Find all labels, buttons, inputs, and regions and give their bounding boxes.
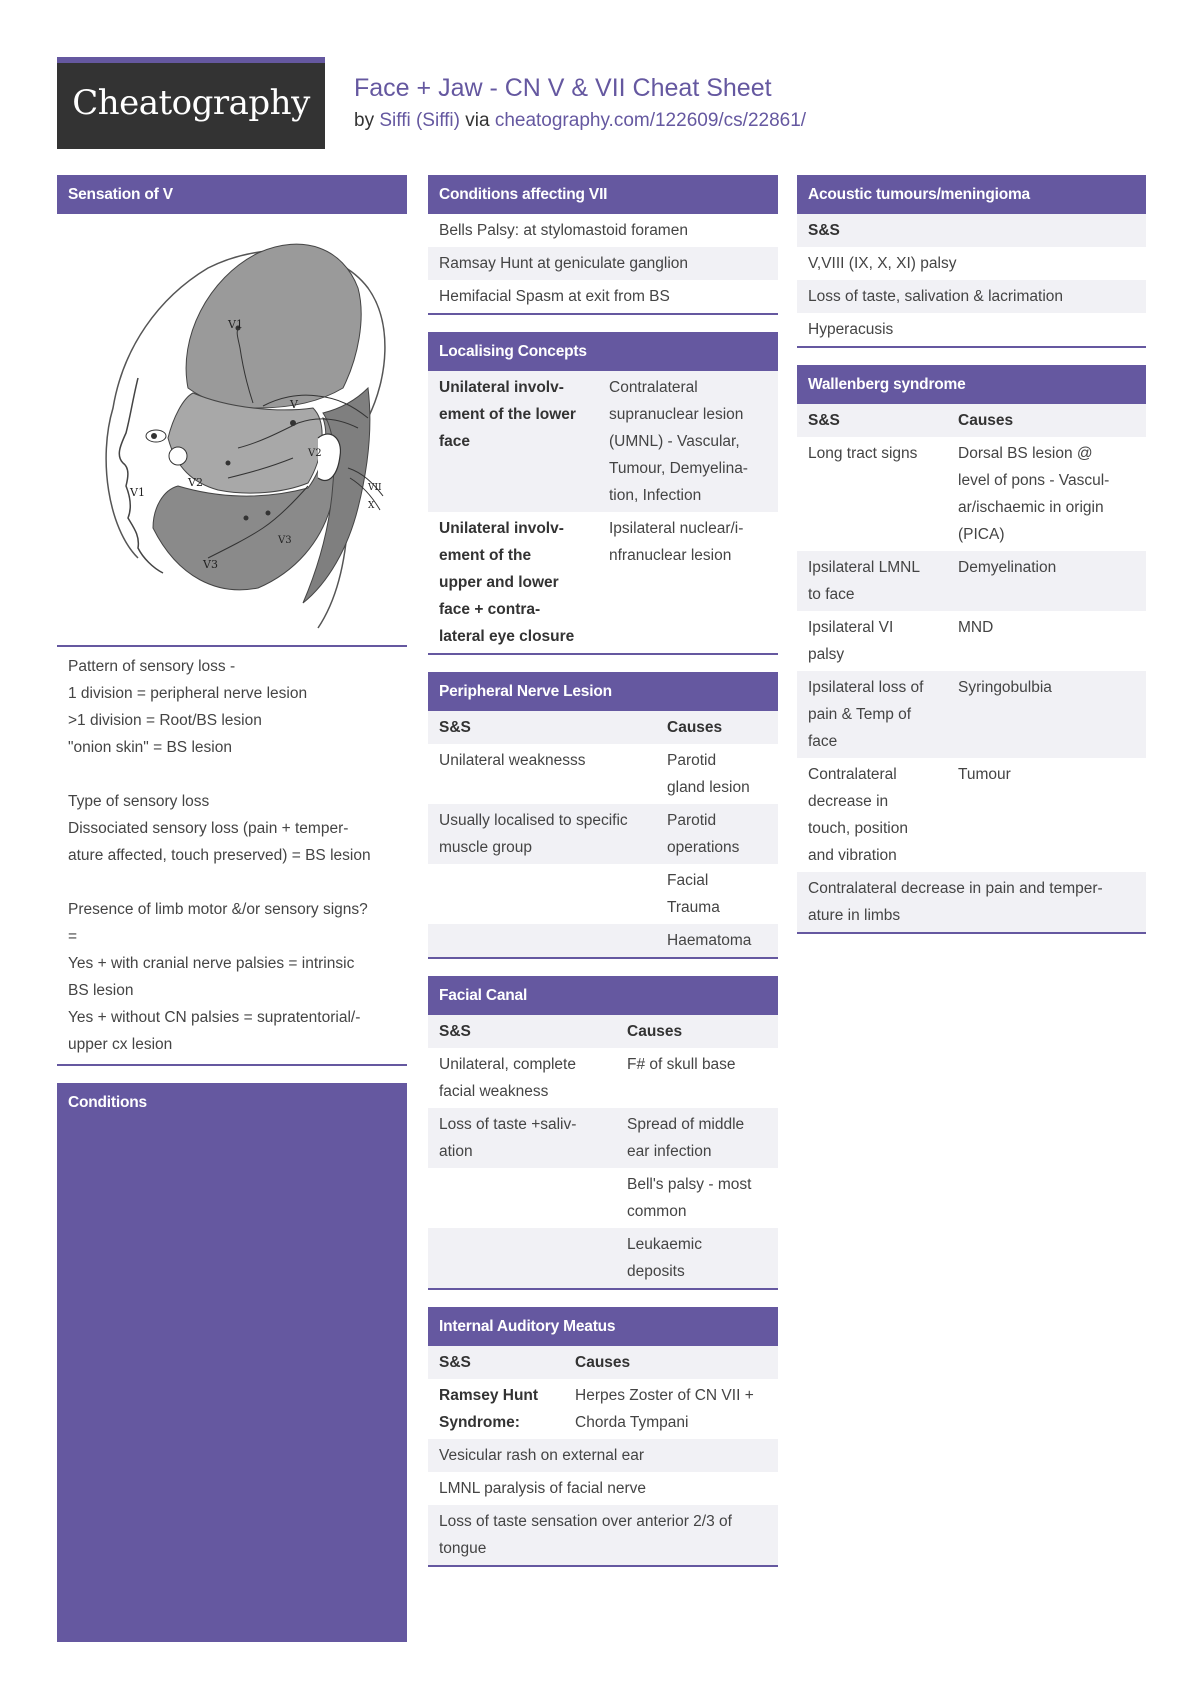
- line: Ramsey Hunt: [439, 1387, 539, 1404]
- table-row: [428, 744, 778, 804]
- line: Contralateral: [808, 766, 897, 783]
- cell-b: [958, 440, 1135, 548]
- rows: [428, 1015, 778, 1288]
- table-row: [428, 1048, 778, 1108]
- section-title: Peripheral Nerve Lesion: [428, 672, 778, 711]
- line: facial weakness: [439, 1083, 549, 1100]
- section-title: Conditions: [57, 1083, 407, 1122]
- note-line: 1 division = peripheral nerve lesion: [68, 685, 308, 702]
- label-v3: V3: [203, 558, 218, 571]
- section-peripheral-nerve-lesion: [428, 672, 778, 959]
- line: upper and lower: [439, 574, 559, 591]
- line: face: [439, 433, 471, 450]
- table-row: [428, 512, 778, 653]
- cell-b: [627, 1231, 767, 1285]
- line: Ipsilateral VI: [808, 619, 894, 636]
- note-line: Type of sensory loss: [68, 793, 210, 810]
- table-row: [797, 313, 1146, 346]
- table-row: [428, 371, 778, 512]
- line: ature in limbs: [808, 907, 901, 924]
- section-acoustic-tumours: [797, 175, 1146, 348]
- table-row: [797, 611, 1146, 671]
- header-causes: Causes: [627, 1023, 683, 1040]
- table-row: [428, 1228, 778, 1288]
- face-diagram-wrap: [57, 214, 407, 645]
- cell: Hyperacusis: [808, 321, 894, 338]
- line: Contralateral: [609, 379, 698, 396]
- section-title: Sensation of V: [57, 175, 407, 214]
- line: Contralateral decrease in pain and temper-: [808, 880, 1103, 897]
- line: Syringobulbia: [958, 679, 1052, 696]
- cell: Loss of taste, salivation & lacrimation: [808, 288, 1064, 305]
- section-title: Wallenberg syndrome: [797, 365, 1146, 404]
- cell-a: [808, 614, 958, 668]
- note-line: Yes + without CN palsies = supratentorial/-: [68, 1009, 361, 1026]
- cell-a: [808, 674, 958, 755]
- line: Ipsilateral nuclear/i-: [609, 520, 744, 537]
- by-prefix: by: [354, 110, 380, 131]
- line: tion, Infection: [609, 487, 702, 504]
- cell-b: [609, 374, 767, 509]
- table-row: [428, 1505, 778, 1565]
- line: ar/ischaemic in origin: [958, 499, 1104, 516]
- line: Ipsilateral LMNL: [808, 559, 920, 576]
- line: Bell's palsy - most: [627, 1176, 752, 1193]
- line: Spread of middle: [627, 1116, 745, 1133]
- cell-a: [439, 1171, 627, 1225]
- section-title: Conditions affecting VII: [428, 175, 778, 214]
- line: LMNL paralysis of facial nerve: [439, 1480, 647, 1497]
- table-header-row: [797, 404, 1146, 437]
- author-link[interactable]: Siffi (Siffi): [379, 110, 460, 131]
- cell-a: [439, 747, 667, 801]
- section-sensation-of-v: [57, 175, 407, 647]
- cell-a: [439, 1111, 627, 1165]
- cell-b: [667, 807, 767, 861]
- section-title: Facial Canal: [428, 976, 778, 1015]
- cell-b: [958, 554, 1135, 608]
- section-sensory-loss-notes: [57, 647, 407, 1066]
- table-row: [428, 1108, 778, 1168]
- line: Parotid: [667, 812, 717, 829]
- section-conditions: [57, 1083, 407, 1642]
- table-row: [797, 280, 1146, 313]
- cell-b: [958, 674, 1135, 755]
- cell-b: [667, 927, 767, 954]
- line: Chorda Tympani: [575, 1414, 689, 1431]
- table-row: [797, 437, 1146, 551]
- table-row: [428, 804, 778, 864]
- cell-b: [667, 747, 767, 801]
- cell-a: [439, 515, 609, 650]
- section-conditions-affecting-vii: [428, 175, 778, 315]
- sensory-notes: [57, 647, 407, 1064]
- note-line: "onion skin" = BS lesion: [68, 739, 232, 756]
- column-3: [797, 175, 1146, 951]
- table-header-row: [428, 711, 778, 744]
- line: level of pons - Vascul-: [958, 472, 1110, 489]
- table-row: [428, 280, 778, 313]
- cell: Ramsay Hunt at geniculate ganglion: [439, 255, 689, 272]
- sheet-url-link[interactable]: cheatography.com/122609/cs/22861/: [494, 110, 807, 131]
- line: face + contra-: [439, 601, 541, 618]
- cell-a: [439, 1051, 627, 1105]
- line: Parotid: [667, 752, 717, 769]
- note-line: Dissociated sensory loss (pain + temper-: [68, 820, 349, 837]
- note-line: ature affected, touch preserved) = BS lesion: [68, 847, 371, 864]
- line: Usually localised to specific: [439, 812, 628, 829]
- line: Dorsal BS lesion @: [958, 445, 1093, 462]
- line: palsy: [808, 646, 845, 663]
- page-title: Face + Jaw - CN V & VII Cheat Sheet: [354, 74, 772, 102]
- label-v1-upper: V1: [228, 318, 243, 331]
- line: Herpes Zoster of CN VII +: [575, 1387, 754, 1404]
- section-title: Localising Concepts: [428, 332, 778, 371]
- note-line: Presence of limb motor &/or sensory signs?: [68, 901, 368, 918]
- table-row: [428, 924, 778, 957]
- header-causes: Causes: [667, 719, 723, 736]
- cell: Hemifacial Spasm at exit from BS: [439, 288, 670, 305]
- section-wallenberg-syndrome: [797, 365, 1146, 934]
- line: Tumour: [958, 766, 1011, 783]
- line: Demyelination: [958, 559, 1057, 576]
- cheatography-logo[interactable]: [57, 57, 325, 149]
- cell-b: [609, 515, 767, 650]
- table-row: [428, 1379, 778, 1439]
- line: Loss of taste +saliv-: [439, 1116, 577, 1133]
- line: nfranuclear lesion: [609, 547, 732, 564]
- label-vii: VII: [368, 483, 382, 493]
- logo-text: Cheatography: [72, 83, 310, 123]
- line: (UMNL) - Vascular,: [609, 433, 740, 450]
- line: Unilateral, complete: [439, 1056, 576, 1073]
- section-title: Acoustic tumours/meningioma: [797, 175, 1146, 214]
- table-row: [428, 864, 778, 924]
- line: muscle group: [439, 839, 533, 856]
- note-line: BS lesion: [68, 982, 134, 999]
- line: MND: [958, 619, 994, 636]
- line: ement of the: [439, 547, 532, 564]
- line: (PICA): [958, 526, 1005, 543]
- line: Long tract signs: [808, 445, 918, 462]
- cell-b: [627, 1171, 767, 1225]
- cell-b: [958, 614, 1135, 668]
- label-v1-lower: V1: [130, 486, 145, 499]
- label-x: X: [368, 501, 375, 511]
- cell-a: [439, 374, 609, 509]
- cell-a: [808, 440, 958, 548]
- note-line: Pattern of sensory loss -: [68, 658, 236, 675]
- line: Unilateral involv-: [439, 520, 564, 537]
- cell: Bells Palsy: at stylomastoid foramen: [439, 222, 688, 239]
- cell-a: [439, 1231, 627, 1285]
- line: Tumour, Demyelina-: [609, 460, 748, 477]
- cell-b: [627, 1111, 767, 1165]
- section-title: Internal Auditory Meatus: [428, 1307, 778, 1346]
- line: deposits: [627, 1263, 685, 1280]
- table-row: [428, 1168, 778, 1228]
- header-ss: S&S: [439, 1354, 471, 1371]
- header-ss: S&S: [808, 222, 840, 239]
- line: Ipsilateral loss of: [808, 679, 924, 696]
- table-row: [428, 1439, 778, 1472]
- cell-b: [958, 761, 1135, 869]
- line: Facial: [667, 872, 709, 889]
- line: ement of the lower: [439, 406, 576, 423]
- rows: [797, 404, 1146, 932]
- table-row: [797, 671, 1146, 758]
- label-v3b: V3: [278, 535, 292, 546]
- cell-b: [575, 1382, 767, 1436]
- line: decrease in: [808, 793, 889, 810]
- section-facial-canal: [428, 976, 778, 1290]
- line: Haematoma: [667, 932, 752, 949]
- line: supranuclear lesion: [609, 406, 744, 423]
- note-line: upper cx lesion: [68, 1036, 173, 1053]
- table-row: [797, 247, 1146, 280]
- line: face: [808, 733, 838, 750]
- line: lateral eye closure: [439, 628, 575, 645]
- header-causes: Causes: [575, 1354, 631, 1371]
- line: Syndrome:: [439, 1414, 520, 1431]
- header-causes: Causes: [958, 412, 1014, 429]
- line: pain & Temp of: [808, 706, 912, 723]
- header-ss: S&S: [439, 719, 471, 736]
- author-line: [354, 110, 806, 132]
- line: Unilateral weaknesss: [439, 752, 586, 769]
- table-header-row: [797, 214, 1146, 247]
- table-header-row: [428, 1346, 778, 1379]
- line: Vesicular rash on external ear: [439, 1447, 645, 1464]
- cell-a: [439, 1382, 575, 1436]
- line: ear infection: [627, 1143, 712, 1160]
- line: common: [627, 1203, 687, 1220]
- line: F# of skull base: [627, 1056, 736, 1073]
- header-ss: S&S: [808, 412, 840, 429]
- rows: [428, 214, 778, 313]
- line: Trauma: [667, 899, 720, 916]
- note-line: =: [68, 928, 78, 945]
- line: Loss of taste sensation over anterior 2/3 of: [439, 1513, 732, 1530]
- table-row: [797, 758, 1146, 872]
- cell-a: [439, 867, 667, 921]
- column-2: [428, 175, 778, 1584]
- label-v: V: [290, 398, 298, 411]
- line: to face: [808, 586, 855, 603]
- column-1: [57, 175, 407, 1642]
- label-v2b: V2: [308, 448, 322, 459]
- line: Leukaemic: [627, 1236, 702, 1253]
- line: and vibration: [808, 847, 897, 864]
- cell-a: [808, 761, 958, 869]
- line: Unilateral involv-: [439, 379, 564, 396]
- rows: [428, 711, 778, 957]
- rows: [428, 1346, 778, 1565]
- cell-a: [439, 927, 667, 954]
- line: gland lesion: [667, 779, 750, 796]
- table-row: [797, 872, 1146, 932]
- table-row: [428, 1472, 778, 1505]
- table-row: [797, 551, 1146, 611]
- table-row: [428, 214, 778, 247]
- section-localising-concepts: [428, 332, 778, 655]
- rows: [428, 371, 778, 653]
- section-internal-auditory-meatus: [428, 1307, 778, 1567]
- cell-a: [439, 807, 667, 861]
- cell: V,VIII (IX, X, XI) palsy: [808, 255, 957, 272]
- line: ation: [439, 1143, 473, 1160]
- note-line: Yes + with cranial nerve palsies = intrinsic: [68, 955, 355, 972]
- trigeminal-distribution-diagram: [68, 228, 396, 633]
- rows: [797, 214, 1146, 346]
- cell-a: [808, 554, 958, 608]
- line: tongue: [439, 1540, 487, 1557]
- header-ss: S&S: [439, 1023, 471, 1040]
- cell-b: [667, 867, 767, 921]
- line: operations: [667, 839, 740, 856]
- via-text: via: [459, 110, 495, 131]
- note-line: >1 division = Root/BS lesion: [68, 712, 262, 729]
- cell-b: [627, 1051, 767, 1105]
- table-header-row: [428, 1015, 778, 1048]
- label-v2: V2: [188, 476, 203, 489]
- line: touch, position: [808, 820, 908, 837]
- table-row: [428, 247, 778, 280]
